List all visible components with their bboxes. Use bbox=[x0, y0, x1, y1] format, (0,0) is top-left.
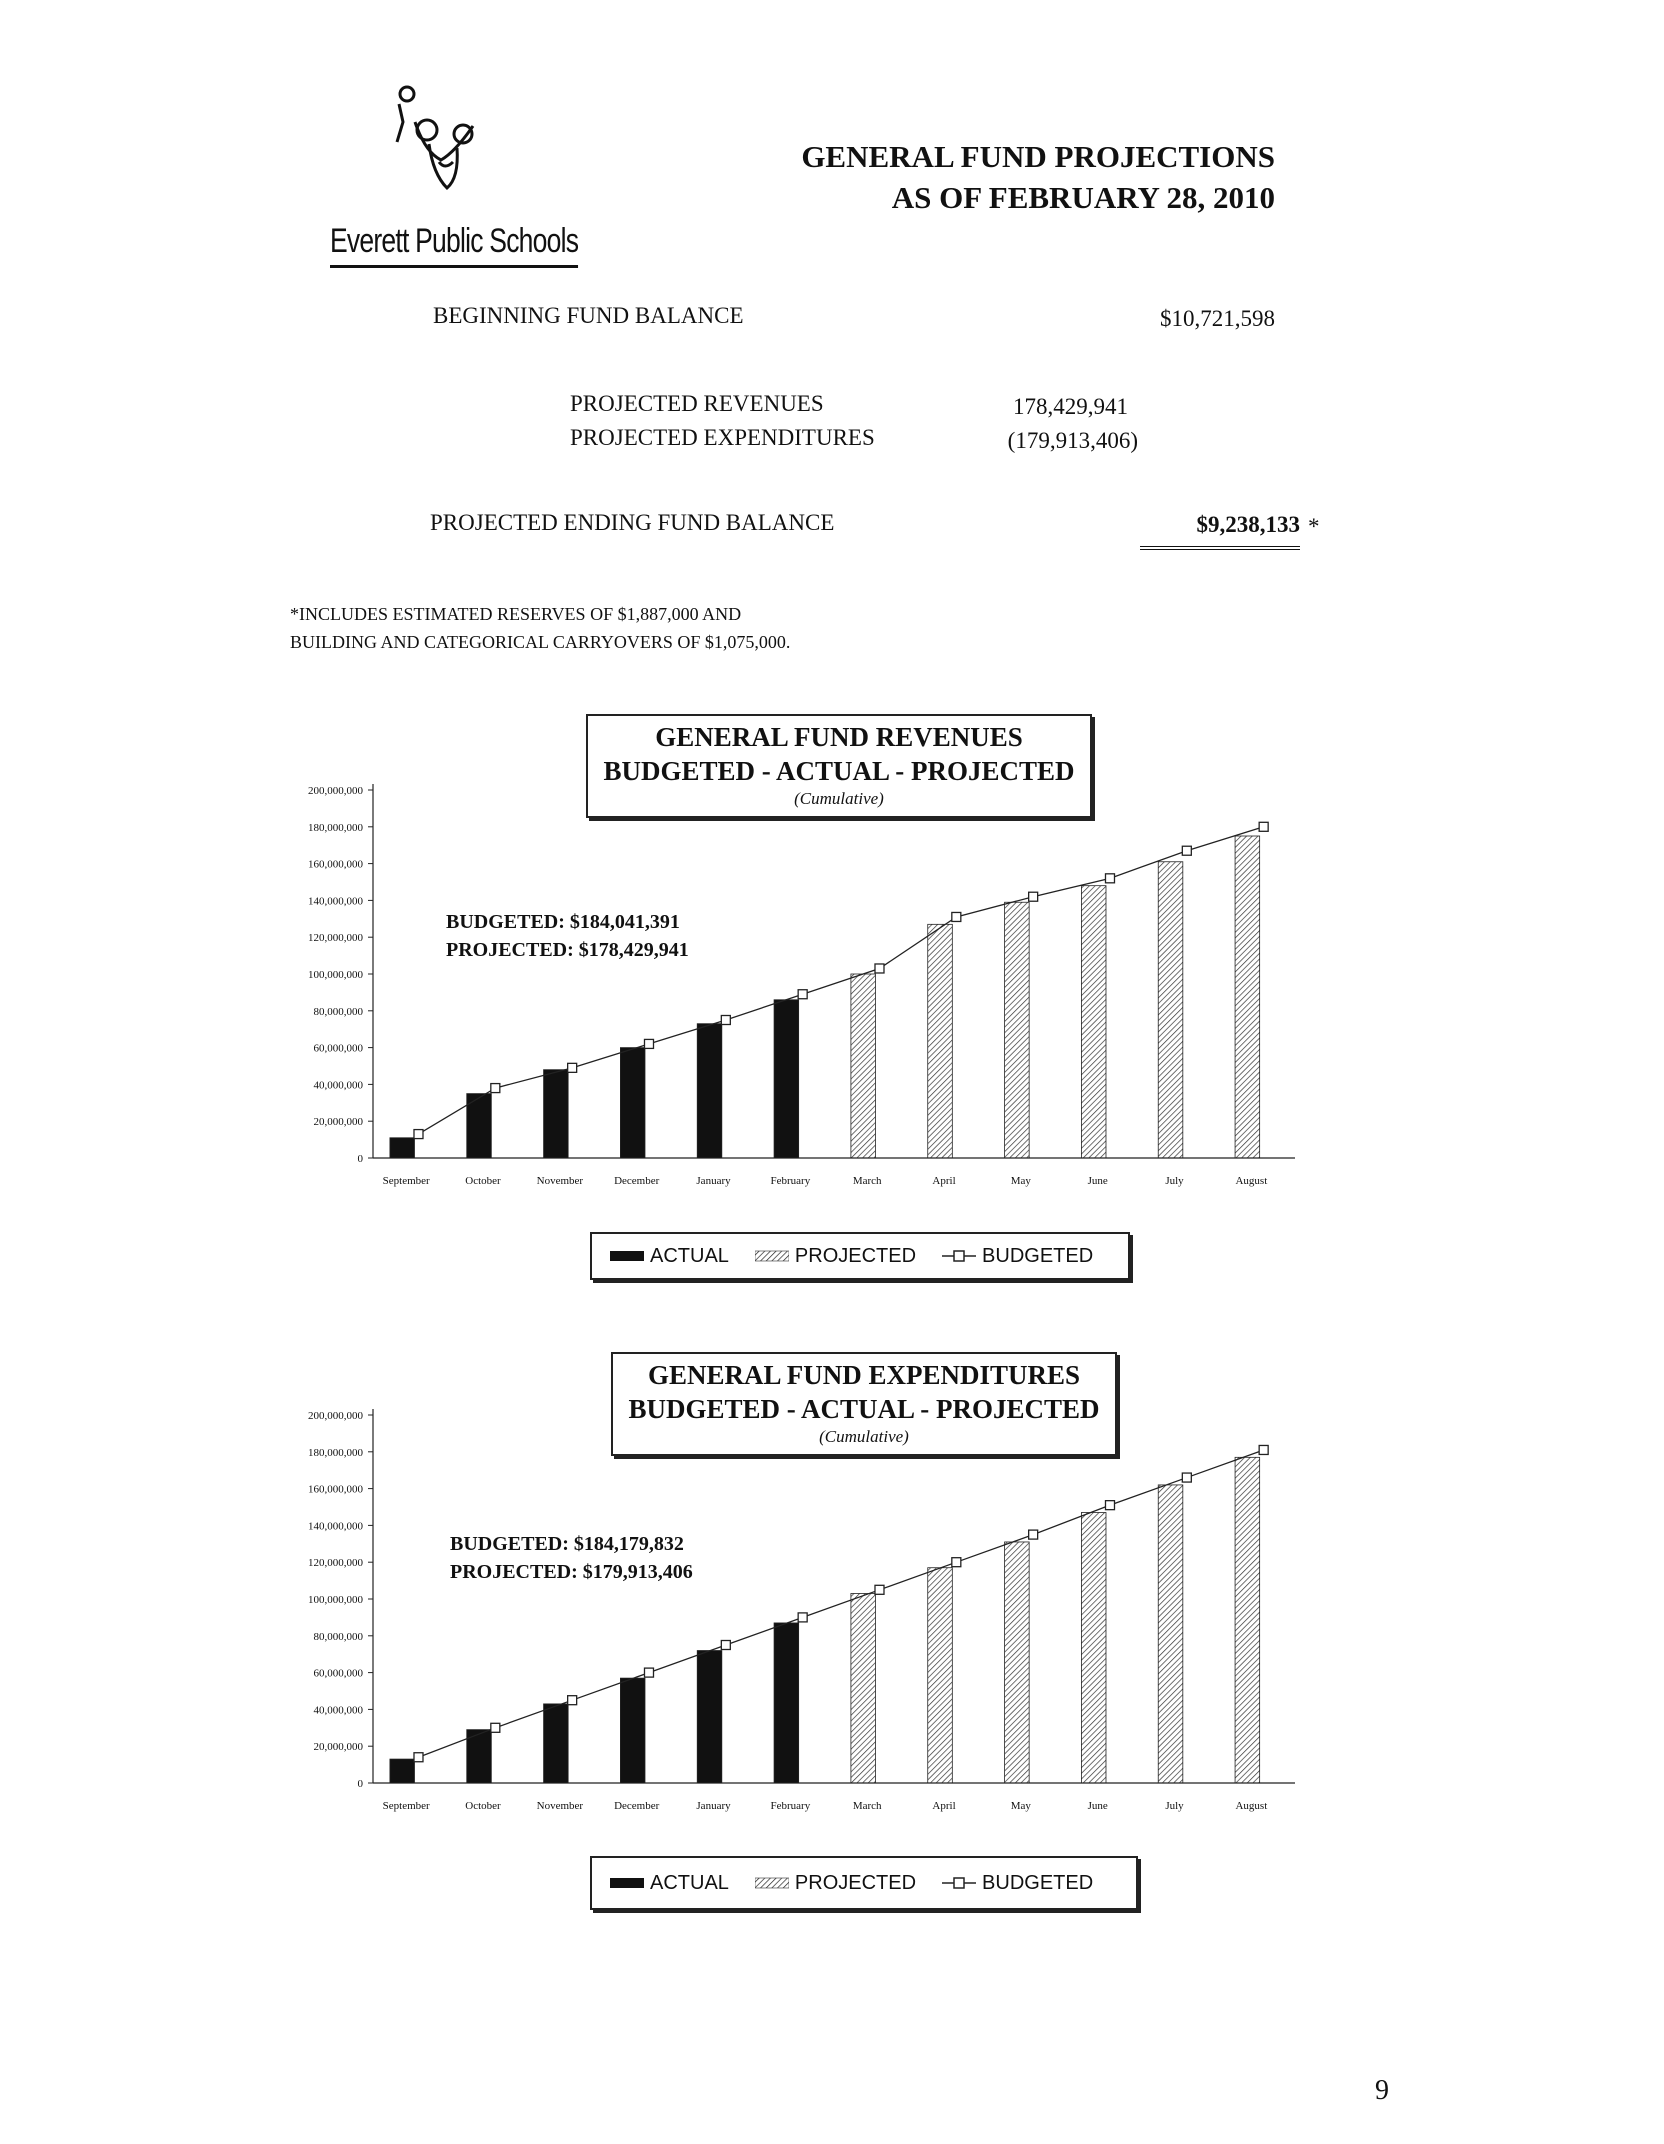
footnote bbox=[290, 600, 790, 656]
y-tick-label: 200,000,000 bbox=[308, 1410, 363, 1422]
revenues-chart-legend bbox=[590, 1232, 1130, 1280]
legend-projected-swatch-icon bbox=[755, 1249, 789, 1263]
budgeted-point bbox=[1182, 846, 1191, 855]
legend-projected bbox=[755, 1872, 916, 1895]
actual-bar bbox=[544, 1070, 569, 1158]
ending-balance-value: $9,238,133 bbox=[1140, 512, 1300, 550]
page-title-line1: GENERAL FUND PROJECTIONS bbox=[801, 139, 1275, 174]
footnote-line1: *INCLUDES ESTIMATED RESERVES OF $1,887,000 AND bbox=[290, 604, 742, 624]
x-tick-label: March bbox=[852, 1175, 882, 1187]
y-tick-label: 140,000,000 bbox=[308, 895, 363, 908]
budgeted-point bbox=[491, 1723, 500, 1732]
budgeted-point bbox=[644, 1668, 653, 1677]
expenditures-chart-title-box bbox=[611, 1352, 1117, 1456]
page-title bbox=[700, 136, 1275, 218]
projected-bar bbox=[1081, 886, 1106, 1158]
school-logo-icon bbox=[385, 82, 495, 202]
page-number: 9 bbox=[1375, 2075, 1389, 2106]
projected-bar bbox=[1081, 1513, 1106, 1783]
legend-budgeted bbox=[942, 1872, 1093, 1895]
budgeted-point bbox=[414, 1753, 423, 1762]
y-tick-label: 160,000,000 bbox=[308, 1483, 363, 1496]
budgeted-point bbox=[1182, 1473, 1191, 1482]
y-tick-label: 180,000,000 bbox=[308, 1446, 363, 1459]
budgeted-point bbox=[1259, 822, 1268, 831]
x-tick-label: October bbox=[465, 1800, 501, 1812]
expenditures-budgeted-label: BUDGETED: bbox=[450, 1533, 569, 1555]
revenues-budgeted-label: BUDGETED: bbox=[446, 911, 565, 933]
y-tick-label: 100,000,000 bbox=[308, 969, 363, 981]
x-tick-label: April bbox=[932, 1175, 956, 1187]
footnote-line2: BUILDING AND CATEGORICAL CARRYOVERS OF $1,075,000. bbox=[290, 632, 791, 652]
expenditures-chart-totals bbox=[450, 1530, 693, 1586]
y-tick-label: 200,000,000 bbox=[308, 785, 363, 797]
x-tick-label: June bbox=[1087, 1175, 1108, 1187]
actual-bar bbox=[390, 1138, 415, 1158]
budgeted-point bbox=[568, 1063, 577, 1072]
legend-actual bbox=[610, 1872, 729, 1895]
expenditures-projected-label: PROJECTED: bbox=[450, 1561, 578, 1583]
expenditures-chart-subtitle: BUDGETED - ACTUAL - PROJECTED bbox=[628, 1394, 1100, 1424]
budgeted-point bbox=[568, 1696, 577, 1705]
revenues-chart-subtitle: BUDGETED - ACTUAL - PROJECTED bbox=[603, 756, 1075, 786]
x-tick-label: August bbox=[1235, 1800, 1268, 1812]
actual-bar bbox=[774, 1000, 799, 1158]
budgeted-point bbox=[875, 1585, 884, 1594]
expenditures-chart-title: GENERAL FUND EXPENDITURES bbox=[647, 1360, 1081, 1390]
y-tick-label: 20,000,000 bbox=[313, 1116, 363, 1129]
budgeted-point bbox=[798, 1613, 807, 1622]
legend-actual-swatch-icon bbox=[610, 1876, 644, 1890]
x-tick-label: September bbox=[382, 1175, 430, 1187]
y-tick-label: 140,000,000 bbox=[308, 1520, 363, 1533]
legend-budgeted-label: BUDGETED bbox=[982, 1244, 1094, 1267]
budgeted-point bbox=[1105, 874, 1114, 883]
projected-bar bbox=[851, 974, 876, 1158]
expenditures-budgeted-total: $184,179,832 bbox=[573, 1533, 684, 1555]
expenditures-chart-legend bbox=[590, 1856, 1138, 1910]
x-tick-label: July bbox=[1165, 1800, 1184, 1812]
actual-bar bbox=[620, 1048, 645, 1158]
x-tick-label: February bbox=[770, 1175, 811, 1187]
x-tick-label: May bbox=[1010, 1800, 1031, 1812]
projected-expenditures-label: PROJECTED EXPENDITURES bbox=[570, 425, 875, 450]
x-tick-label: June bbox=[1087, 1800, 1108, 1812]
revenues-budgeted-total: $184,041,391 bbox=[569, 911, 680, 933]
x-tick-label: April bbox=[932, 1800, 956, 1812]
x-tick-label: September bbox=[382, 1800, 430, 1812]
x-tick-label: March bbox=[852, 1800, 882, 1812]
x-tick-label: October bbox=[465, 1175, 501, 1187]
page-title-line2: AS OF FEBRUARY 28, 2010 bbox=[891, 180, 1275, 215]
y-tick-label: 60,000,000 bbox=[313, 1042, 363, 1055]
revenues-chart bbox=[270, 760, 1320, 1220]
x-tick-label: November bbox=[536, 1175, 584, 1187]
legend-actual-label: ACTUAL bbox=[650, 1871, 729, 1894]
x-tick-label: August bbox=[1235, 1175, 1268, 1187]
revenues-projected-total: $178,429,941 bbox=[578, 939, 689, 961]
budgeted-point bbox=[1029, 1530, 1038, 1539]
legend-actual-swatch-icon bbox=[610, 1249, 644, 1263]
expenditures-chart-note: (Cumulative) bbox=[819, 1427, 909, 1446]
budgeted-point bbox=[1029, 892, 1038, 901]
actual-bar bbox=[697, 1651, 722, 1783]
y-tick-label: 0 bbox=[357, 1153, 363, 1165]
projected-bar bbox=[928, 1568, 953, 1783]
y-tick-label: 60,000,000 bbox=[313, 1667, 363, 1680]
x-tick-label: December bbox=[614, 1800, 660, 1812]
y-tick-label: 120,000,000 bbox=[308, 932, 363, 945]
legend-budgeted-swatch-icon bbox=[942, 1249, 976, 1263]
ending-balance-label: PROJECTED ENDING FUND BALANCE bbox=[430, 510, 835, 535]
legend-projected-label: PROJECTED bbox=[794, 1244, 917, 1267]
legend-budgeted-label: BUDGETED bbox=[982, 1871, 1094, 1894]
y-tick-label: 180,000,000 bbox=[308, 821, 363, 834]
actual-bar bbox=[620, 1678, 645, 1783]
budgeted-point bbox=[721, 1641, 730, 1650]
projected-bar bbox=[1235, 836, 1260, 1158]
projected-bar bbox=[1158, 1485, 1183, 1783]
revenues-chart-totals bbox=[446, 908, 689, 964]
x-tick-label: July bbox=[1165, 1175, 1184, 1187]
x-tick-label: January bbox=[696, 1175, 731, 1187]
projected-bar bbox=[1005, 902, 1030, 1158]
y-tick-label: 100,000,000 bbox=[308, 1594, 363, 1606]
budgeted-point bbox=[798, 990, 807, 999]
x-tick-label: December bbox=[614, 1175, 660, 1187]
y-tick-label: 40,000,000 bbox=[313, 1079, 363, 1092]
actual-bar bbox=[774, 1623, 799, 1783]
ending-balance-marker: * bbox=[1308, 514, 1320, 539]
projected-expenditures-value: (179,913,406) bbox=[1007, 428, 1138, 453]
actual-bar bbox=[544, 1704, 569, 1783]
budgeted-point bbox=[952, 1558, 961, 1567]
projected-revenues-label: PROJECTED REVENUES bbox=[570, 391, 824, 416]
x-tick-label: February bbox=[770, 1800, 811, 1812]
beginning-balance-label: BEGINNING FUND BALANCE bbox=[433, 303, 744, 328]
budgeted-point bbox=[414, 1130, 423, 1139]
revenues-projected-label: PROJECTED: bbox=[446, 939, 574, 961]
revenues-chart-note: (Cumulative) bbox=[794, 789, 884, 808]
revenues-chart-title: GENERAL FUND REVENUES bbox=[655, 722, 1023, 752]
expenditures-projected-total: $179,913,406 bbox=[582, 1561, 693, 1583]
projected-bar bbox=[928, 924, 953, 1158]
budgeted-point bbox=[491, 1084, 500, 1093]
budgeted-point bbox=[721, 1016, 730, 1025]
y-tick-label: 120,000,000 bbox=[308, 1557, 363, 1570]
y-tick-label: 80,000,000 bbox=[313, 1005, 363, 1018]
projected-bar bbox=[1005, 1542, 1030, 1783]
projected-revenues-value: 178,429,941 bbox=[1013, 394, 1128, 419]
y-tick-label: 0 bbox=[357, 1778, 363, 1790]
legend-projected bbox=[755, 1245, 916, 1268]
legend-budgeted bbox=[942, 1245, 1093, 1268]
legend-budgeted-swatch-icon bbox=[942, 1876, 976, 1890]
y-tick-label: 160,000,000 bbox=[308, 858, 363, 871]
x-tick-label: May bbox=[1010, 1175, 1031, 1187]
projected-bar bbox=[1158, 862, 1183, 1158]
y-tick-label: 20,000,000 bbox=[313, 1741, 363, 1754]
legend-projected-swatch-icon bbox=[755, 1876, 789, 1890]
y-tick-label: 40,000,000 bbox=[313, 1704, 363, 1717]
legend-actual bbox=[610, 1245, 729, 1268]
budgeted-point bbox=[644, 1039, 653, 1048]
projected-bar bbox=[851, 1593, 876, 1783]
y-tick-label: 80,000,000 bbox=[313, 1630, 363, 1643]
revenues-chart-title-box bbox=[586, 714, 1092, 818]
legend-projected-label: PROJECTED bbox=[794, 1871, 917, 1894]
beginning-balance-value: $10,721,598 bbox=[1160, 306, 1275, 331]
actual-bar bbox=[697, 1024, 722, 1158]
x-tick-label: January bbox=[696, 1800, 731, 1812]
actual-bar bbox=[390, 1759, 415, 1783]
budgeted-point bbox=[1259, 1445, 1268, 1454]
x-tick-label: November bbox=[536, 1800, 584, 1812]
legend-actual-label: ACTUAL bbox=[650, 1244, 729, 1267]
organization-name: Everett Public Schools bbox=[330, 222, 578, 268]
projected-bar bbox=[1235, 1457, 1260, 1783]
budgeted-point bbox=[1105, 1501, 1114, 1510]
budgeted-point bbox=[875, 964, 884, 973]
budgeted-point bbox=[952, 912, 961, 921]
